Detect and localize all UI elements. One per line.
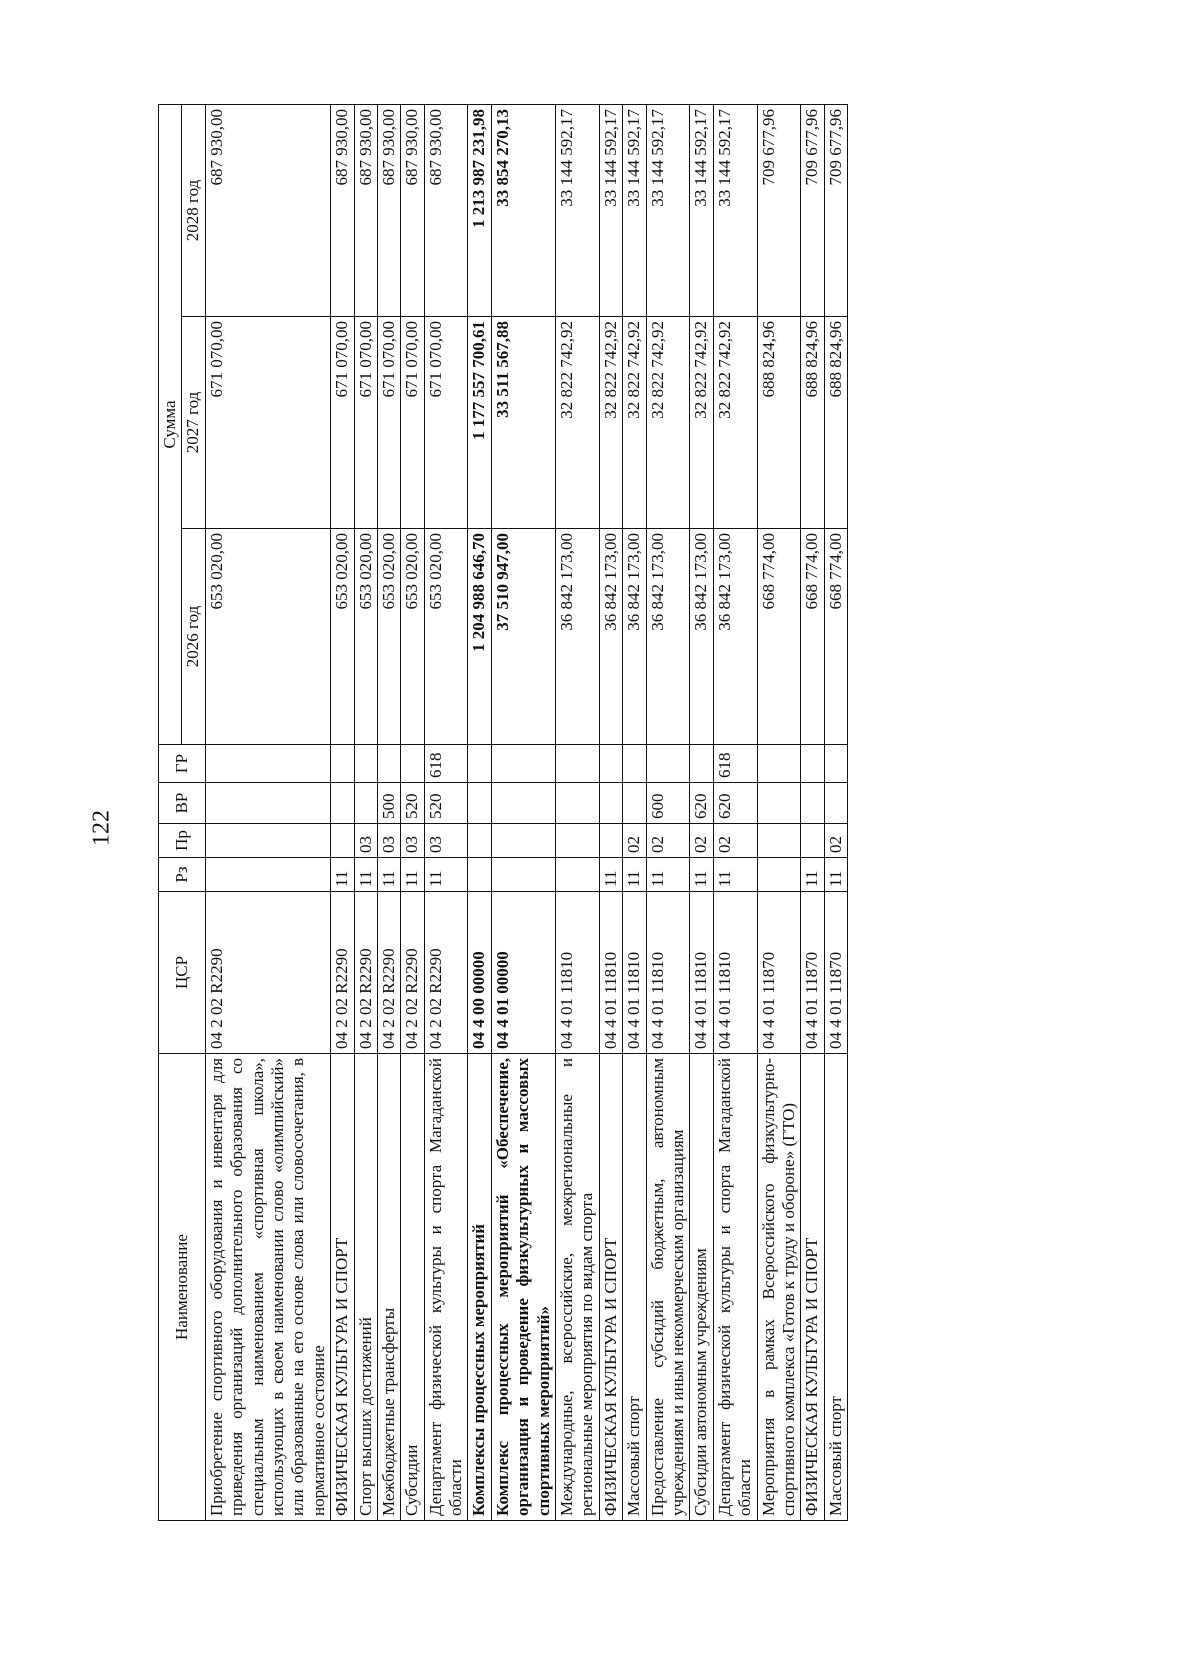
cell-2028: 687 930,00 [205,105,330,317]
cell-csr: 04 2 02 R2290 [331,892,354,1054]
cell-vr [623,783,646,824]
cell-vr: 500 [377,783,400,824]
cell-2027: 32 822 742,92 [556,317,600,529]
cell-rz [205,858,330,892]
cell-2026: 668 774,00 [801,529,824,745]
col-header-pr: Пр [159,824,206,858]
cell-2028: 709 677,96 [824,105,847,317]
table-row [354,105,377,1521]
cell-vr [468,783,491,824]
table-row [424,105,468,1521]
cell-2027: 671 070,00 [331,317,354,529]
table-row [801,105,824,1521]
cell-2027: 671 070,00 [424,317,468,529]
cell-2027: 671 070,00 [377,317,400,529]
cell-csr: 04 4 01 11870 [757,892,801,1054]
cell-2028: 687 930,00 [331,105,354,317]
cell-name: Субсидии автономным учреждениям [690,1054,713,1521]
col-header-gr: ГР [159,745,206,783]
cell-csr: 04 4 01 11810 [556,892,600,1054]
cell-2026: 36 842 173,00 [623,529,646,745]
col-header-2028: 2028 год [182,105,205,317]
cell-2028: 687 930,00 [401,105,424,317]
cell-name: Приобретение спортивного оборудования и инвентаря для приведения организаций дополнительного образования со специальным наименованием «спортивная школа», использующих в своем наименовании слово «олимпийский» или образованные на его основе слова или словосочетания, в нормативное состояние [205,1054,330,1521]
cell-vr: 620 [713,783,757,824]
cell-2026: 653 020,00 [331,529,354,745]
cell-2028: 33 144 592,17 [646,105,690,317]
table-row [646,105,690,1521]
cell-2026: 36 842 173,00 [690,529,713,745]
cell-name: Массовый спорт [824,1054,847,1521]
cell-pr [491,824,555,858]
cell-2026: 653 020,00 [377,529,400,745]
cell-2026: 36 842 173,00 [599,529,622,745]
cell-2026: 36 842 173,00 [713,529,757,745]
table-row [331,105,354,1521]
cell-pr: 03 [377,824,400,858]
cell-vr [491,783,555,824]
cell-2027: 688 824,96 [801,317,824,529]
cell-2028: 33 144 592,17 [713,105,757,317]
cell-2027: 33 511 567,88 [491,317,555,529]
col-header-vr: ВР [159,783,206,824]
cell-gr [757,745,801,783]
col-header-2026: 2026 год [182,529,205,745]
cell-gr [491,745,555,783]
cell-csr: 04 4 01 11810 [690,892,713,1054]
cell-vr: 520 [401,783,424,824]
cell-csr: 04 4 01 11810 [623,892,646,1054]
cell-2026: 36 842 173,00 [556,529,600,745]
cell-rz: 11 [354,858,377,892]
cell-gr [468,745,491,783]
cell-gr [599,745,622,783]
cell-gr [354,745,377,783]
table-row [401,105,424,1521]
cell-csr: 04 2 02 R2290 [205,892,330,1054]
cell-name: Предоставление субсидий бюджетным, автономным учреждениям и иным некоммерческим организациям [646,1054,690,1521]
cell-name: Спорт высших достижений [354,1054,377,1521]
cell-rz: 11 [623,858,646,892]
table-row [377,105,400,1521]
cell-vr [801,783,824,824]
cell-pr [757,824,801,858]
table-row [599,105,622,1521]
cell-name: Межбюджетные трансферты [377,1054,400,1521]
cell-gr [556,745,600,783]
cell-2026: 1 204 988 646,70 [468,529,491,745]
cell-csr: 04 2 02 R2290 [401,892,424,1054]
cell-csr: 04 4 01 11870 [801,892,824,1054]
cell-2026: 653 020,00 [401,529,424,745]
cell-2028: 33 144 592,17 [623,105,646,317]
cell-vr [556,783,600,824]
cell-pr [801,824,824,858]
col-header-csr: ЦСР [159,892,206,1054]
cell-rz: 11 [377,858,400,892]
table-row [824,105,847,1521]
cell-pr: 02 [646,824,690,858]
cell-csr: 04 4 01 00000 [491,892,555,1054]
page-number: 122 [88,810,115,846]
cell-2027: 671 070,00 [401,317,424,529]
cell-name: Субсидии [401,1054,424,1521]
cell-csr: 04 4 00 00000 [468,892,491,1054]
header-row-1 [159,105,182,1521]
cell-gr: 618 [713,745,757,783]
cell-csr: 04 4 01 11870 [824,892,847,1054]
cell-gr [824,745,847,783]
table-row [491,105,555,1521]
cell-pr [331,824,354,858]
cell-pr: 03 [354,824,377,858]
col-header-rz: Рз [159,858,206,892]
cell-2028: 1 213 987 231,98 [468,105,491,317]
cell-2026: 668 774,00 [757,529,801,745]
table-row [757,105,801,1521]
cell-pr: 03 [401,824,424,858]
cell-name: Департамент физической культуры и спорта Магаданской области [713,1054,757,1521]
cell-gr: 618 [424,745,468,783]
cell-pr [599,824,622,858]
cell-pr [556,824,600,858]
cell-2026: 653 020,00 [205,529,330,745]
cell-2028: 33 144 592,17 [690,105,713,317]
table-row [713,105,757,1521]
cell-csr: 04 4 01 11810 [646,892,690,1054]
cell-2028: 709 677,96 [801,105,824,317]
cell-2027: 32 822 742,92 [713,317,757,529]
cell-2028: 33 144 592,17 [556,105,600,317]
cell-name: ФИЗИЧЕСКАЯ КУЛЬТУРА И СПОРТ [801,1054,824,1521]
cell-csr: 04 2 02 R2290 [424,892,468,1054]
col-header-sum: Сумма [159,105,182,745]
cell-pr: 03 [424,824,468,858]
cell-rz: 11 [801,858,824,892]
cell-vr [331,783,354,824]
cell-vr [354,783,377,824]
cell-rz: 11 [690,858,713,892]
table-row [690,105,713,1521]
cell-2027: 32 822 742,92 [599,317,622,529]
cell-2027: 688 824,96 [824,317,847,529]
cell-2028: 687 930,00 [354,105,377,317]
table-row [205,105,330,1521]
cell-2027: 1 177 557 700,61 [468,317,491,529]
cell-2026: 653 020,00 [424,529,468,745]
cell-2026: 668 774,00 [824,529,847,745]
cell-2026: 653 020,00 [354,529,377,745]
cell-gr [801,745,824,783]
cell-gr [331,745,354,783]
cell-rz [556,858,600,892]
cell-2028: 709 677,96 [757,105,801,317]
col-header-2027: 2027 год [182,317,205,529]
cell-csr: 04 4 01 11810 [599,892,622,1054]
cell-name: Департамент физической культуры и спорта Магаданской области [424,1054,468,1521]
cell-2026: 36 842 173,00 [646,529,690,745]
cell-pr [205,824,330,858]
cell-name: ФИЗИЧЕСКАЯ КУЛЬТУРА И СПОРТ [331,1054,354,1521]
cell-pr [468,824,491,858]
cell-vr [757,783,801,824]
cell-2027: 32 822 742,92 [646,317,690,529]
cell-2028: 33 144 592,17 [599,105,622,317]
table-row [623,105,646,1521]
cell-name: Международные, всероссийские, межрегиональные и региональные мероприятия по видам спорта [556,1054,600,1521]
cell-rz [491,858,555,892]
cell-gr [401,745,424,783]
cell-csr: 04 4 01 11810 [713,892,757,1054]
cell-rz: 11 [713,858,757,892]
cell-csr: 04 2 02 R2290 [377,892,400,1054]
cell-2027: 688 824,96 [757,317,801,529]
budget-table [158,104,848,1521]
cell-vr: 620 [690,783,713,824]
cell-vr [824,783,847,824]
cell-rz: 11 [401,858,424,892]
cell-name: Комплекс процессных мероприятий «Обеспечение, организация и проведение физкультурных и массовых спортивных мероприятий» [491,1054,555,1521]
table-body [205,105,847,1521]
cell-2028: 687 930,00 [424,105,468,317]
cell-2027: 32 822 742,92 [690,317,713,529]
col-header-name: Наименование [159,1054,206,1521]
cell-name: Комплексы процессных мероприятий [468,1054,491,1521]
cell-gr [646,745,690,783]
cell-rz: 11 [331,858,354,892]
cell-vr: 520 [424,783,468,824]
cell-2027: 671 070,00 [354,317,377,529]
cell-name: Мероприятия в рамках Всероссийского физкультурно-спортивного комплекса «Готов к труду и обороне» (ГТО) [757,1054,801,1521]
cell-2027: 32 822 742,92 [623,317,646,529]
cell-rz [468,858,491,892]
table-row [556,105,600,1521]
cell-rz: 11 [424,858,468,892]
cell-pr: 02 [690,824,713,858]
cell-csr: 04 2 02 R2290 [354,892,377,1054]
cell-2027: 671 070,00 [205,317,330,529]
cell-rz: 11 [646,858,690,892]
cell-vr: 600 [646,783,690,824]
cell-gr [205,745,330,783]
cell-pr: 02 [713,824,757,858]
cell-2028: 33 854 270,13 [491,105,555,317]
cell-vr [599,783,622,824]
cell-2028: 687 930,00 [377,105,400,317]
cell-rz: 11 [599,858,622,892]
cell-name: ФИЗИЧЕСКАЯ КУЛЬТУРА И СПОРТ [599,1054,622,1521]
cell-rz [757,858,801,892]
cell-gr [690,745,713,783]
cell-2026: 37 510 947,00 [491,529,555,745]
cell-gr [377,745,400,783]
cell-gr [623,745,646,783]
cell-pr: 02 [623,824,646,858]
cell-name: Массовый спорт [623,1054,646,1521]
cell-vr [205,783,330,824]
cell-pr: 02 [824,824,847,858]
rotated-page-content [158,105,1044,1521]
table-row [468,105,491,1521]
cell-rz: 11 [824,858,847,892]
